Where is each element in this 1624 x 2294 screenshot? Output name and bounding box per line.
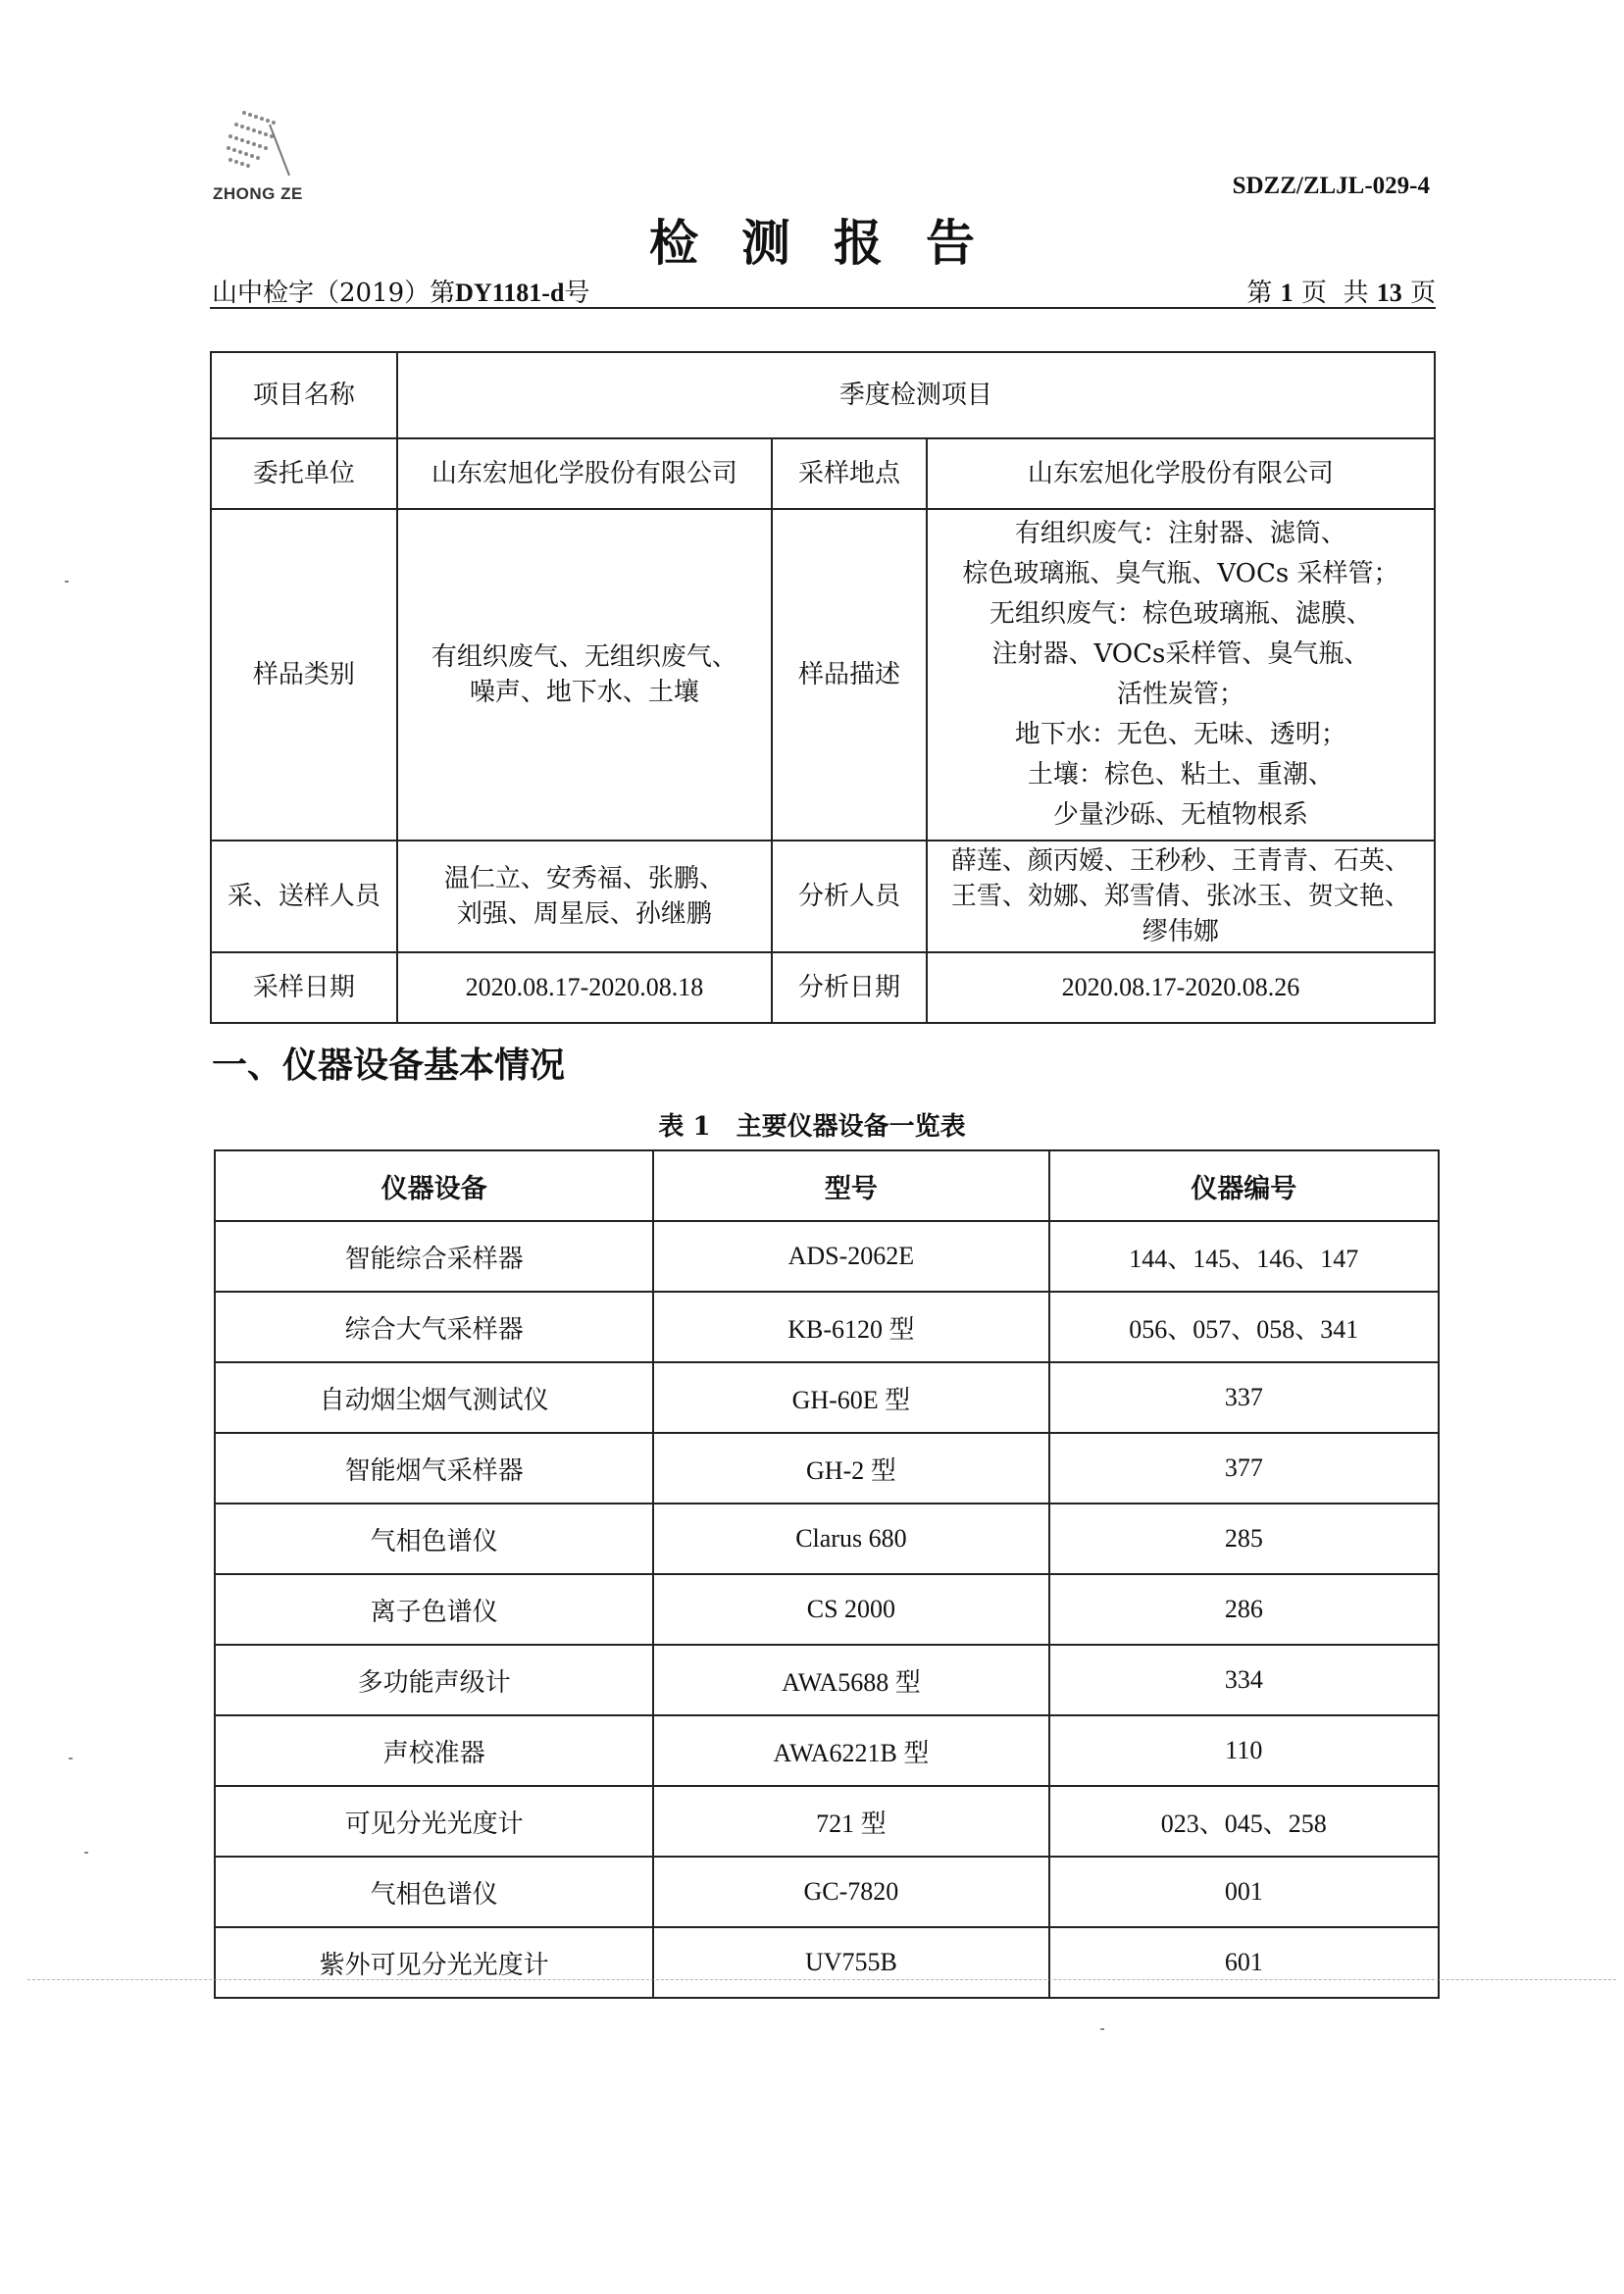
model-cell: GC-7820 xyxy=(653,1857,1048,1927)
report-number xyxy=(212,273,589,309)
sample-desc-line: 无组织废气：棕色玻璃瓶、滤膜、 xyxy=(989,599,1372,629)
sampling-date-value: 2020.08.17-2020.08.18 xyxy=(397,952,772,1023)
table-row xyxy=(215,1221,1439,1292)
table-row xyxy=(215,1292,1439,1362)
company-logo xyxy=(201,103,304,211)
equipment-name-cell: 气相色谱仪 xyxy=(215,1857,653,1927)
page-label-2: 页 共 xyxy=(1300,279,1369,308)
scan-speck xyxy=(1100,2028,1104,2030)
table-row xyxy=(215,1645,1439,1715)
samplers-line: 刘强、周星辰、孙继鹏 xyxy=(456,899,712,929)
table-header-row xyxy=(215,1150,1439,1221)
analysts-value xyxy=(927,841,1435,952)
serial-number-cell: 110 xyxy=(1049,1715,1439,1786)
sample-desc-line: 棕色玻璃瓶、臭气瓶、VOCs 采样管； xyxy=(962,559,1399,588)
table-row xyxy=(215,1504,1439,1574)
samplers-value xyxy=(397,841,772,952)
sample-desc-label: 样品描述 xyxy=(772,509,927,841)
page-total: 13 xyxy=(1376,279,1402,307)
client-value: 山东宏旭化学股份有限公司 xyxy=(397,438,772,509)
project-name-value: 季度检测项目 xyxy=(397,352,1435,438)
analysts-line: 薛莲、颜丙嫒、王秒秒、王青青、石英、 xyxy=(950,846,1410,876)
model-cell: UV755B xyxy=(653,1927,1048,1998)
column-header-equipment: 仪器设备 xyxy=(215,1150,653,1221)
sample-desc-line: 活性炭管； xyxy=(1116,680,1244,709)
sampling-date-label: 采样日期 xyxy=(211,952,397,1023)
sample-type-line: 噪声、地下水、土壤 xyxy=(469,678,699,707)
page-indicator xyxy=(1246,273,1436,309)
page-label-1: 第 xyxy=(1246,279,1273,308)
serial-number-cell: 286 xyxy=(1049,1574,1439,1645)
sample-desc-line: 少量沙砾、无植物根系 xyxy=(1052,800,1308,830)
table-row xyxy=(211,438,1435,509)
equipment-name-cell: 综合大气采样器 xyxy=(215,1292,653,1362)
project-name-label: 项目名称 xyxy=(211,352,397,438)
scan-artifact-line xyxy=(27,1979,1616,1980)
analysts-label: 分析人员 xyxy=(772,841,927,952)
model-cell: ADS-2062E xyxy=(653,1221,1048,1292)
table-row xyxy=(215,1786,1439,1857)
report-number-id: DY1181-d xyxy=(455,279,565,307)
serial-number-cell: 334 xyxy=(1049,1645,1439,1715)
table-row xyxy=(211,352,1435,438)
report-number-suffix: 号 xyxy=(564,279,590,308)
equipment-name-cell: 离子色谱仪 xyxy=(215,1574,653,1645)
sample-type-line: 有组织废气、无组织废气、 xyxy=(431,642,737,672)
sample-desc-line: 注射器、VOCs采样管、臭气瓶、 xyxy=(991,639,1370,669)
report-title: 检测报告 xyxy=(649,214,1018,272)
analysis-date-value: 2020.08.17-2020.08.26 xyxy=(927,952,1435,1023)
serial-number-cell: 337 xyxy=(1049,1362,1439,1433)
header-divider xyxy=(210,307,1436,309)
table-row xyxy=(211,509,1435,841)
page-current: 1 xyxy=(1280,279,1294,307)
sample-desc-line: 有组织废气：注射器、滤筒、 xyxy=(1014,519,1346,548)
sampling-site-label: 采样地点 xyxy=(772,438,927,509)
equipment-name-cell: 自动烟尘烟气测试仪 xyxy=(215,1362,653,1433)
table-row xyxy=(215,1857,1439,1927)
sample-type-value xyxy=(397,509,772,841)
table-caption: 表 1 主要仪器设备一览表 xyxy=(658,1112,966,1142)
serial-number-cell: 377 xyxy=(1049,1433,1439,1504)
equipment-name-cell: 可见分光光度计 xyxy=(215,1786,653,1857)
sample-type-label: 样品类别 xyxy=(211,509,397,841)
model-cell: 721 型 xyxy=(653,1786,1048,1857)
equipment-name-cell: 紫外可见分光光度计 xyxy=(215,1927,653,1998)
column-header-serial: 仪器编号 xyxy=(1049,1150,1439,1221)
table-row xyxy=(215,1574,1439,1645)
section-title: 一、仪器设备基本情况 xyxy=(212,1045,566,1086)
sample-desc-line: 地下水：无色、无味、透明； xyxy=(1014,720,1346,749)
serial-number-cell: 601 xyxy=(1049,1927,1439,1998)
model-cell: AWA6221B 型 xyxy=(653,1715,1048,1786)
document-code: SDZZ/ZLJL-029-4 xyxy=(1232,173,1430,199)
serial-number-cell: 144、145、146、147 xyxy=(1049,1221,1439,1292)
serial-number-cell: 001 xyxy=(1049,1857,1439,1927)
equipment-name-cell: 气相色谱仪 xyxy=(215,1504,653,1574)
table-row xyxy=(215,1927,1439,1998)
table-row xyxy=(211,952,1435,1023)
column-header-model: 型号 xyxy=(653,1150,1048,1221)
samplers-label: 采、送样人员 xyxy=(211,841,397,952)
table-row xyxy=(215,1362,1439,1433)
model-cell: KB-6120 型 xyxy=(653,1292,1048,1362)
equipment-name-cell: 声校准器 xyxy=(215,1715,653,1786)
table-row xyxy=(215,1715,1439,1786)
report-number-prefix: 山中检字（2019）第 xyxy=(212,279,456,308)
model-cell: CS 2000 xyxy=(653,1574,1048,1645)
sampling-site-value: 山东宏旭化学股份有限公司 xyxy=(927,438,1435,509)
scan-speck xyxy=(65,581,69,583)
model-cell: GH-2 型 xyxy=(653,1433,1048,1504)
serial-number-cell: 056、057、058、341 xyxy=(1049,1292,1439,1362)
model-cell: GH-60E 型 xyxy=(653,1362,1048,1433)
table-row xyxy=(215,1433,1439,1504)
scan-speck xyxy=(84,1852,88,1854)
model-cell: Clarus 680 xyxy=(653,1504,1048,1574)
serial-number-cell: 285 xyxy=(1049,1504,1439,1574)
logo-mark-icon xyxy=(211,103,299,181)
logo-text: ZHONG ZE xyxy=(213,184,303,203)
equipment-name-cell: 智能综合采样器 xyxy=(215,1221,653,1292)
page-label-3: 页 xyxy=(1409,279,1436,308)
sample-desc-value xyxy=(927,509,1435,841)
equipment-name-cell: 智能烟气采样器 xyxy=(215,1433,653,1504)
equipment-name-cell: 多功能声级计 xyxy=(215,1645,653,1715)
client-label: 委托单位 xyxy=(211,438,397,509)
analysts-line: 缪伟娜 xyxy=(1142,917,1219,946)
analysis-date-label: 分析日期 xyxy=(772,952,927,1023)
serial-number-cell: 023、045、258 xyxy=(1049,1786,1439,1857)
project-info-table xyxy=(210,351,1436,1024)
analysts-line: 王雪、効娜、郑雪倩、张冰玉、贺文艳、 xyxy=(950,882,1410,911)
sample-desc-line: 土壤：棕色、粘土、重潮、 xyxy=(1027,760,1334,790)
equipment-table xyxy=(214,1149,1440,1999)
table-row xyxy=(211,841,1435,952)
model-cell: AWA5688 型 xyxy=(653,1645,1048,1715)
scan-speck xyxy=(69,1758,73,1759)
equipment-table-body xyxy=(215,1221,1439,1998)
samplers-line: 温仁立、安秀福、张鹏、 xyxy=(443,864,725,893)
